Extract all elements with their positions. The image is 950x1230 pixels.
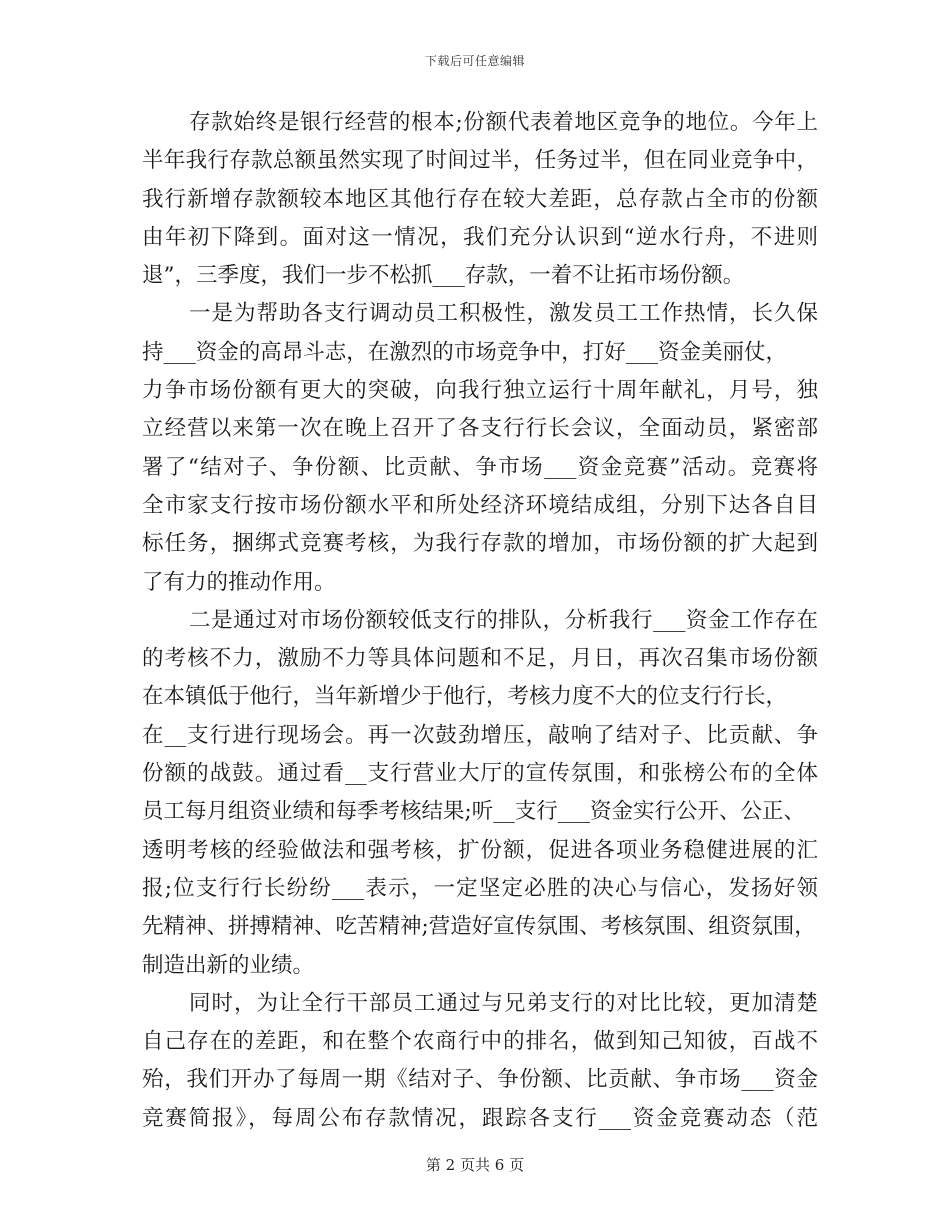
paragraph-3-line-6: 员工每月组资业绩和每季考核结果;听__支行___资金实行公开、公正、 <box>142 799 805 825</box>
paragraph-4-line-2: 自己存在的差距，和在整个农商行中的排名，做到知己知彼，百战不 <box>142 1029 818 1055</box>
paragraph-3-line-7: 透明考核的经验做法和强考核，扩份额，促进各项业务稳健进展的汇 <box>142 837 818 863</box>
paragraph-1-line-2: 半年我行存款总额虽然实现了时间过半，任务过半，但在同业竞争中， <box>142 148 818 174</box>
paragraph-1-line-3: 我行新增存款额较本地区其他行存在较大差距，总存款占全市的份额 <box>142 186 818 212</box>
paragraph-3-line-4: 在__支行进行现场会。再一次鼓劲增压，敲响了结对子、比贡献、争 <box>142 722 818 748</box>
paragraph-3-line-8: 报;位支行行长纷纷___表示，一定坚定必胜的决心与信心，发扬好领 <box>142 875 818 901</box>
paragraph-4-line-4: 竞赛简报》，每周公布存款情况，跟踪各支行___资金竞赛动态（范 <box>142 1105 818 1131</box>
page-footer: 第 2 页共 6 页 <box>425 1156 525 1174</box>
paragraph-2-line-3: 力争市场份额有更大的突破，向我行独立运行十周年献礼，月号，独 <box>142 378 818 404</box>
paragraph-4-line-3: 殆，我们开办了每周一期《结对子、争份额、比贡献、争市场___资金 <box>142 1067 818 1093</box>
paragraph-2-line-8: 了有力的推动作用。 <box>142 569 336 595</box>
paragraph-2-line-2: 持___资金的高昂斗志，在激烈的市场竞争中，打好___资金美丽仗， <box>142 339 788 365</box>
paragraph-3-line-1: 二是通过对市场份额较低支行的排队，分析我行___资金工作存在 <box>189 607 818 633</box>
paragraph-2-line-7: 标任务，捆绑式竞赛考核，为我行存款的增加，市场份额的扩大起到 <box>142 531 818 557</box>
paragraph-3-line-9: 先精神、拼搏精神、吃苦精神;营造好宣传氛围、考核氛围、组资氛围， <box>142 914 816 940</box>
document-body <box>142 104 818 1138</box>
paragraph-2-line-4: 立经营以来第一次在晚上召开了各支行行长会议，全面动员，紧密部 <box>142 416 818 442</box>
paragraph-1-line-1: 存款始终是银行经营的根本;份额代表着地区竞争的地位。今年上 <box>189 110 818 135</box>
paragraph-3-line-3: 在本镇低于他行，当年新增少于他行，考核力度不大的位支行行长， <box>142 684 788 710</box>
paragraph-3-line-2: 的考核不力，激励不力等具体问题和不足，月日，再次召集市场份额 <box>142 646 818 672</box>
paragraph-4-line-1: 同时，为让全行干部员工通过与兄弟支行的对比比较，更加清楚 <box>189 990 818 1016</box>
paragraph-3-line-10: 制造出新的业绩。 <box>142 952 315 978</box>
paragraph-2-line-6: 全市家支行按市场份额水平和所处经济环境结成组，分别下达各自目 <box>142 492 818 518</box>
paragraph-1-line-4: 由年初下降到。面对这一情况，我们充分认识到“逆水行舟，不进则 <box>142 224 818 250</box>
page-header: 下载后可任意编辑 <box>424 54 525 68</box>
paragraph-1-line-5: 退”，三季度，我们一步不松抓___存款，一着不让拓市场份额。 <box>142 263 745 289</box>
paragraph-2-line-1: 一是为帮助各支行调动员工积极性，激发员工工作热情，长久保 <box>189 301 818 327</box>
paragraph-3-line-5: 份额的战鼓。通过看__支行营业大厅的宣传氛围，和张榜公布的全体 <box>142 761 818 787</box>
paragraph-2-line-5: 署了“结对子、争份额、比贡献、争市场___资金竞赛”活动。竞赛将 <box>142 454 818 480</box>
